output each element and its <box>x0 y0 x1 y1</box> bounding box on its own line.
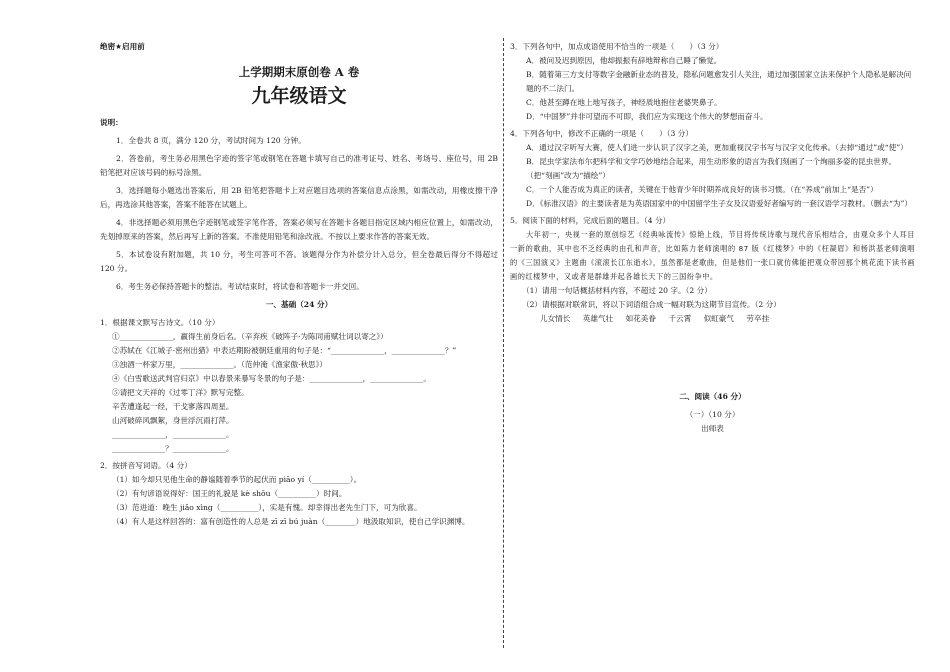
q3-option-d: D．“中国梦”并非可望而不可即，我们应为实现这个伟大的梦想而奋斗。 <box>526 112 768 121</box>
secret-badge: 绝密★启用前 <box>100 42 145 51</box>
section-basics-title: 一、基础（24 分） <box>265 300 333 309</box>
exam-subtitle: 上学期期末原创卷 A 卷 <box>238 65 360 79</box>
q1-line: ③浊酒一杯家万里，______________。（范仲淹《渔家傲·秋思》） <box>112 360 328 369</box>
question-5-stem: 5．阅读下面的材料，完成后面的题目。（4 分） <box>510 216 671 225</box>
reading-text-title: 出师表 <box>701 424 724 433</box>
q1-line: ②苏轼在《江城子·密州出猎》中表达期盼被朝廷重用的句子是：“______________，______________？” <box>112 346 457 355</box>
q1-line: 辛苦遭逢起一经，干戈寥落四周星。 <box>112 402 234 411</box>
note-item: 6．考生务必保持答题卡的整洁。考试结束时，将试卷和答题卡一并交回。 <box>116 282 364 291</box>
note-item: 3．选择题每小题选出答案后，用 2B 铅笔把答题卡上对应题目选项的答案信息点涂黑，如需改动，用橡皮擦干净后，再选涂其他答案，答案不能答在试题上。 <box>100 186 498 209</box>
notes-label: 说明： <box>100 118 123 127</box>
right-column <box>510 40 915 436</box>
q4-option-d: D．《标准汉语》的主要读者是为英语国家中的中国留学生子女及汉语爱好者编写的一套汉语学习教材。（删去“为”） <box>526 199 912 208</box>
q3-option-c: C．他甚至蹲在地上地写孩子，神经质地抱住老婆哭鼻子。 <box>526 98 722 107</box>
q5-item: （2）请根据对联常识，将以下词语组合成一幅对联为这期节目宣传。（2 分） <box>522 300 781 309</box>
question-2-stem: 2．按拼音写词语。（4 分） <box>100 461 192 470</box>
couplet-word: 儿女情长 <box>540 314 571 323</box>
q2-item: （3）范进道：晚生 jiǎo xìng（__________），实是有愧。却幸得出老先生门下，可为欣喜。 <box>112 503 422 512</box>
note-item: 1．全卷共 8 页，满分 120 分，考试时间为 120 分钟。 <box>116 136 306 145</box>
couplet-word: 英雄气壮 <box>582 314 614 323</box>
q1-line: ______________？______________。 <box>112 444 234 453</box>
left-column <box>100 40 498 529</box>
q5-passage: 大年初一，央视一套的原创综艺《经典咏流传》惊艳上线，节目将传统诗歌与现代音乐相结合，由观众多个人耳目一新的歌曲，其中也不乏经典的由孔和声音，比如陈力老师演唱的 87 版《红楼梦》中的《枉凝眉》和杨洪基老师演唱的《三国演义》主题曲《滚滚长江东逝水》，虽然都是老歌曲，但是他们一张口就仿佛能把观众带回那个桃花流下读书画画的红楼梦中，又或者是群雄并起各雄长天下的三国纷争中。 <box>510 230 915 281</box>
q1-line: 山河破碎风飘絮，身世浮沉雨打萍。 <box>112 416 234 425</box>
q3-option-b: B．随着第三方支付等数字金融新业态的普及，隐私问题愈发引人关注，通过加强国家立法来保护个人隐私是解决问题的不二法门。 <box>526 70 912 93</box>
q4-option-b: B．昆虫学家法布尔把科学和文学巧妙地结合起来，用生动形象的语言为我们刻画了一个绚丽多姿的昆虫世界。（把“刻画”改为“描绘”） <box>526 157 897 180</box>
q1-line: ⑤请把文天祥的《过零丁洋》默写完整。 <box>112 388 249 397</box>
note-item: 5．本试卷设有附加题，共 10 分，考生可答可不答。该题得分作为补偿分计入总分，但全卷最后得分不得超过 120 分。 <box>100 250 498 273</box>
couplet-words <box>510 312 915 326</box>
note-item: 2．答卷前，考生务必用黑色字迹的签字笔或钢笔在答题卡填写自己的准考证号、姓名、考场号、座位号，用 2B 铅笔把对应该号码的标号涂黑。 <box>100 154 498 177</box>
q3-option-a: A．被问及迟到原因，他却振振有辞地辩称自己睡了懒觉。 <box>526 56 722 65</box>
q4-option-a: A．通过汉字听写大赛，使人们进一步认识了汉字之美，更加重视汉字书写与汉字文化传承。（去掉“通过”或“使”） <box>526 143 908 152</box>
q2-item: （2）有句谚语说得好：国王的礼貌是 kè shǒu（__________）时间。 <box>112 489 347 498</box>
couplet-word: 千云霄 <box>668 314 692 323</box>
column-divider <box>503 38 504 648</box>
q5-item: （1）请用一句话概括材料内容，不超过 20 字。（2 分） <box>522 286 712 295</box>
question-4-stem: 4．下列各句中，修改不正确的一项是（ ）（3 分） <box>510 129 693 138</box>
reading-part-label: （一）（10 分） <box>685 410 740 419</box>
section-reading-title: 二、阅读（46 分） <box>679 392 746 401</box>
q4-option-c: C．一个人能否成为真正的读者，关键在于他青少年时期养成良好的读书习惯。（在“养成”前加上“是否”） <box>526 185 878 194</box>
couplet-word: 劳卒挂 <box>746 314 770 323</box>
question-1-stem: 1．根据课文默写古诗文。（10 分） <box>100 318 220 327</box>
question-3-stem: 3．下列各句中，加点成语使用不恰当的一项是（ ）（3 分） <box>510 42 724 51</box>
q1-line: ______________，______________。 <box>112 430 234 439</box>
q1-line: ④《白雪歌送武判官归京》中以春景来暴写冬景的句子是：______________，______________。 <box>112 374 431 383</box>
q2-item: （1）如今却只见他生命的静谧随着季节的起伏而 piāo yí（__________）。 <box>112 475 362 484</box>
q1-line: ①______________，羸得生前身后名。（辛弃疾《破阵子·为陈同甫赋壮词以寄之》） <box>112 332 388 341</box>
exam-title: 九年级语文 <box>251 85 347 107</box>
couplet-word: 似虹豪气 <box>703 314 734 323</box>
note-item: 4．非选择题必须用黑色字迹钢笔或签字笔作答，答案必须写在答题卡各题目指定区域内相应位置上，如需改动，先划掉原来的答案，然后再写上新的答案。不准使用铅笔和涂改液。不按以上要求作答的答案无效。 <box>100 218 498 241</box>
couplet-word: 如花美眷 <box>625 314 656 323</box>
q2-item: （4）有人是这样回答的：富有创造性的人总是 zī zī bú juàn（________）地汲取知识，使自己学识渊博。 <box>112 517 470 526</box>
